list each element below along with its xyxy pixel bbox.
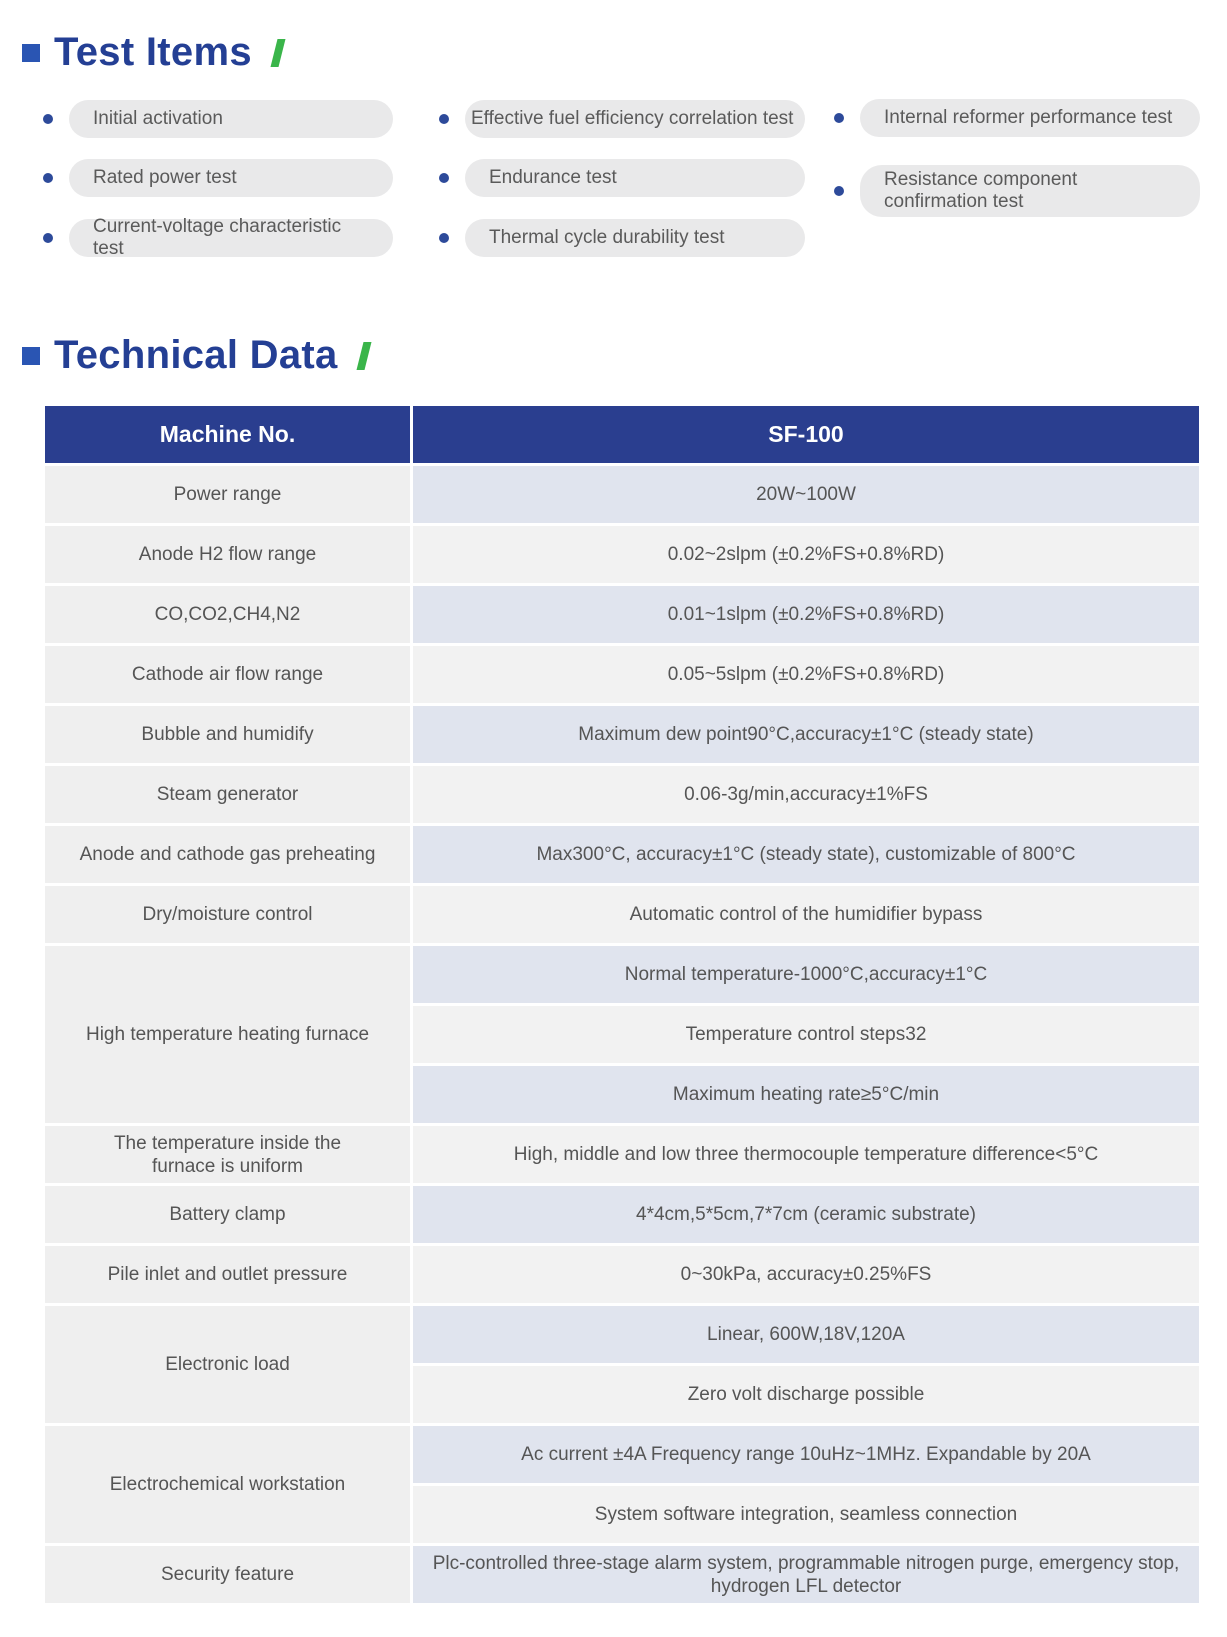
test-item-pill: Endurance test xyxy=(465,159,805,197)
row-value: 0.05~5slpm (±0.2%FS+0.8%RD) xyxy=(413,643,1199,703)
table-row xyxy=(45,1243,1199,1303)
table-row xyxy=(45,823,1199,883)
row-value: High, middle and low three thermocouple temperature difference<5°C xyxy=(413,1123,1199,1183)
row-value: Automatic control of the humidifier bypass xyxy=(413,883,1199,943)
row-label: Power range xyxy=(45,463,413,523)
row-value: Normal temperature-1000°C,accuracy±1°C xyxy=(413,943,1199,1003)
list-item xyxy=(439,159,805,197)
table-row xyxy=(45,1543,1199,1603)
list-item xyxy=(43,216,393,259)
technical-data-title: Technical Data xyxy=(54,333,338,377)
list-item xyxy=(43,100,393,138)
row-label: CO,CO2,CH4,N2 xyxy=(45,583,413,643)
row-value: Max300°C, accuracy±1°C (steady state), customizable of 800°C xyxy=(413,823,1199,883)
test-item-pill: Current-voltage characteristic test xyxy=(69,219,393,257)
row-value: Zero volt discharge possible xyxy=(413,1363,1199,1423)
table-header-row xyxy=(45,406,1199,463)
row-value: System software integration, seamless connection xyxy=(413,1483,1199,1543)
row-value: 20W~100W xyxy=(413,463,1199,523)
table-row xyxy=(45,1423,1199,1483)
table-row xyxy=(45,883,1199,943)
row-value: 0.02~2slpm (±0.2%FS+0.8%RD) xyxy=(413,523,1199,583)
row-label: High temperature heating furnace xyxy=(45,943,413,1123)
bullet-dot-icon xyxy=(439,233,449,243)
row-label: Bubble and humidify xyxy=(45,703,413,763)
row-label: Cathode air flow range xyxy=(45,643,413,703)
test-item-pill: Initial activation xyxy=(69,100,393,138)
test-item-pill: Thermal cycle durability test xyxy=(465,219,805,257)
test-items-heading xyxy=(22,30,282,75)
bullet-dot-icon xyxy=(43,114,53,124)
row-label: Pile inlet and outlet pressure xyxy=(45,1243,413,1303)
table-row xyxy=(45,643,1199,703)
bullet-dot-icon xyxy=(439,114,449,124)
test-item-pill: Internal reformer performance test xyxy=(860,99,1200,137)
row-label: Battery clamp xyxy=(45,1183,413,1243)
row-label: Electrochemical workstation xyxy=(45,1423,413,1543)
technical-data-heading xyxy=(22,333,368,378)
list-item xyxy=(439,100,805,138)
row-label: Anode and cathode gas preheating xyxy=(45,823,413,883)
test-items-title: Test Items xyxy=(54,30,252,74)
bullet-dot-icon xyxy=(834,113,844,123)
square-bullet-icon xyxy=(22,44,40,62)
row-value: Maximum dew point90°C,accuracy±1°C (steady state) xyxy=(413,703,1199,763)
row-label: The temperature inside the furnace is uniform xyxy=(45,1123,413,1183)
table-row xyxy=(45,763,1199,823)
green-slash-icon xyxy=(356,342,371,370)
bullet-dot-icon xyxy=(43,233,53,243)
row-label: Steam generator xyxy=(45,763,413,823)
row-label: Security feature xyxy=(45,1543,413,1603)
table-row xyxy=(45,583,1199,643)
table-row xyxy=(45,1123,1199,1183)
row-value: 0~30kPa, accuracy±0.25%FS xyxy=(413,1243,1199,1303)
machine-no-header: Machine No. xyxy=(45,406,413,463)
list-item xyxy=(43,159,393,197)
row-label: Anode H2 flow range xyxy=(45,523,413,583)
row-value: Linear, 600W,18V,120A xyxy=(413,1303,1199,1363)
row-label: Dry/moisture control xyxy=(45,883,413,943)
row-label: Electronic load xyxy=(45,1303,413,1423)
bullet-dot-icon xyxy=(439,173,449,183)
list-item xyxy=(834,99,1200,137)
table-row xyxy=(45,523,1199,583)
table-row xyxy=(45,943,1199,1003)
test-item-pill: Effective fuel efficiency correlation test xyxy=(465,100,805,138)
row-value: 0.01~1slpm (±0.2%FS+0.8%RD) xyxy=(413,583,1199,643)
row-value: Ac current ±4A Frequency range 10uHz~1MHz. Expandable by 20A xyxy=(413,1423,1199,1483)
table-row xyxy=(45,703,1199,763)
row-value: 4*4cm,5*5cm,7*7cm (ceramic substrate) xyxy=(413,1183,1199,1243)
row-value: 0.06-3g/min,accuracy±1%FS xyxy=(413,763,1199,823)
bullet-dot-icon xyxy=(834,186,844,196)
table-row xyxy=(45,463,1199,523)
row-value: Temperature control steps32 xyxy=(413,1003,1199,1063)
green-slash-icon xyxy=(270,39,285,67)
technical-data-table xyxy=(45,406,1199,1603)
table-row xyxy=(45,1183,1199,1243)
test-item-pill: Rated power test xyxy=(69,159,393,197)
table-row xyxy=(45,1303,1199,1363)
square-bullet-icon xyxy=(22,347,40,365)
list-item xyxy=(439,219,805,257)
model-header: SF-100 xyxy=(413,406,1199,463)
row-value: Maximum heating rate≥5°C/min xyxy=(413,1063,1199,1123)
bullet-dot-icon xyxy=(43,173,53,183)
row-value: Plc-controlled three-stage alarm system, programmable nitrogen purge, emergency stop, hydrogen LFL detector xyxy=(413,1543,1199,1603)
list-item xyxy=(834,165,1200,217)
test-item-pill: Resistance component confirmation test xyxy=(860,165,1200,217)
